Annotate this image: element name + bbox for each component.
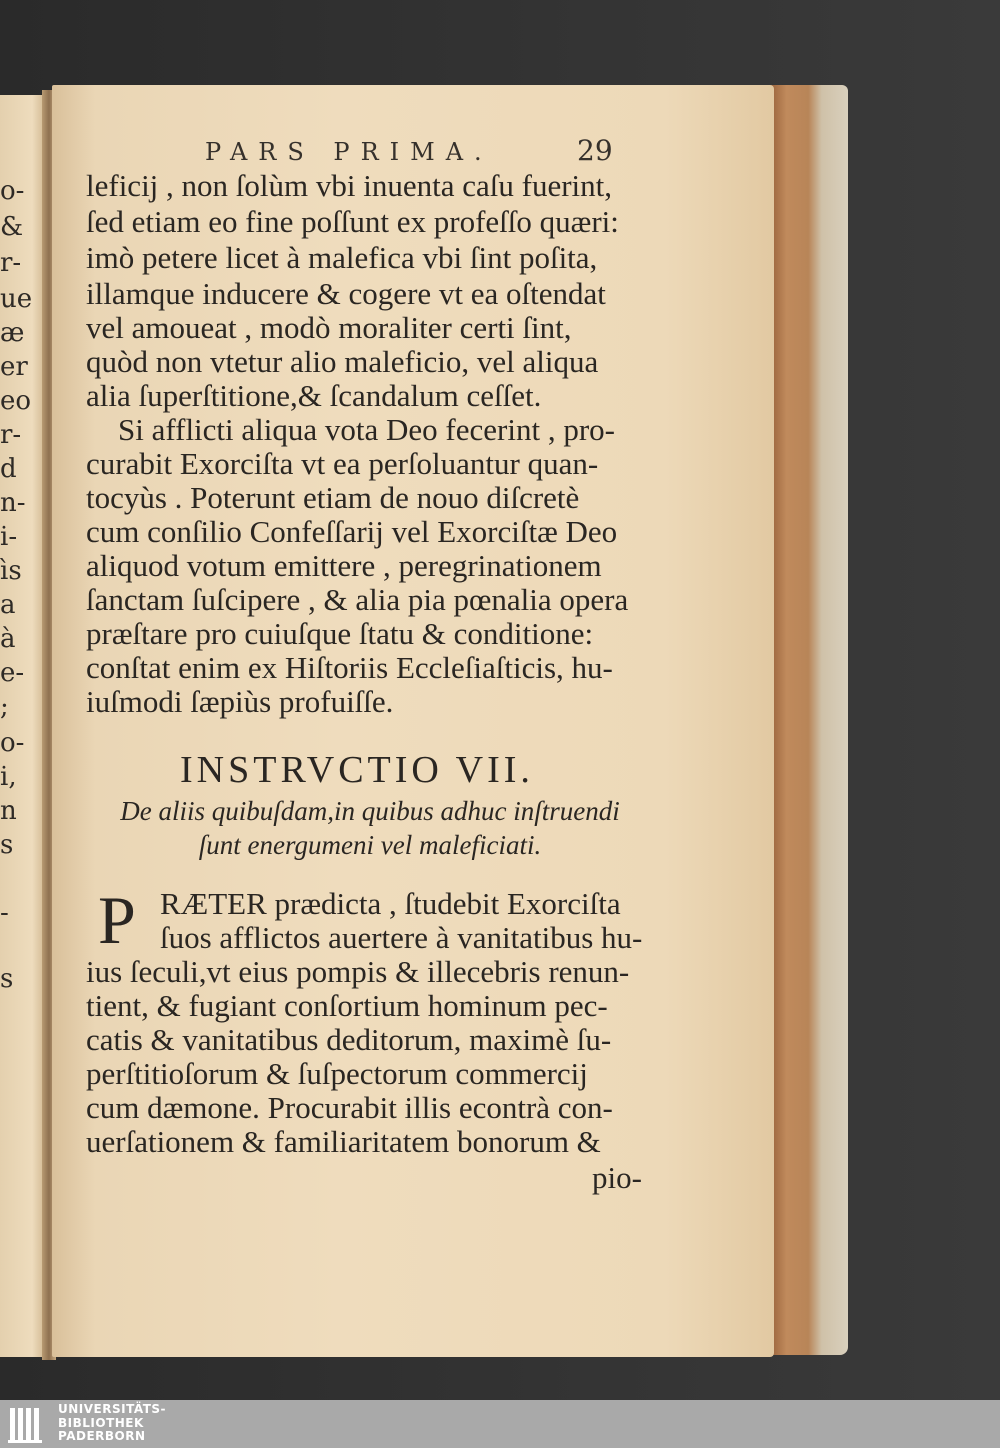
left-fragment: ;	[0, 692, 9, 722]
section-heading: INSTRVCTIO VII.	[180, 749, 534, 791]
left-fragment: æ	[0, 318, 25, 348]
left-fragment: n	[0, 796, 17, 826]
text-line: tocyùs . Poterunt etiam de nouo diſcretè	[86, 480, 580, 515]
left-fragment: à	[0, 624, 16, 654]
text-line: tient, & fugiant conſortium hominum pec-	[86, 988, 608, 1023]
footer-bar	[0, 1400, 1000, 1448]
text-line: RÆTER prædicta , ſtudebit Exorciſta	[160, 886, 621, 921]
text-line: alia ſuperſtitione,& ſcandalum ceſſet.	[86, 378, 542, 413]
running-title: PARS PRIMA.	[205, 138, 493, 166]
left-fragment: i-	[0, 522, 18, 552]
text-line: ſed etiam eo fine poſſunt ex profeſſo quæri:	[86, 204, 619, 239]
section-subheading-line: De aliis quibuſdam,in quibus adhuc inſtruendi	[120, 796, 620, 826]
text-line: conſtat enim ex Hiſtoriis Eccleſiaſticis, hu-	[86, 650, 613, 685]
left-fragment: s	[0, 830, 14, 860]
text-line: catis & vanitatibus deditorum, maximè ſu-	[86, 1022, 612, 1057]
left-fragment: -	[0, 898, 9, 928]
left-fragment: o-	[0, 728, 25, 758]
text-line: illamque inducere & cogere vt ea oſtendat	[86, 276, 606, 311]
text-line: uerſationem & familiaritatem bonorum &	[86, 1124, 601, 1159]
text-line: imò petere licet à malefica vbi ſint poſita,	[86, 240, 598, 275]
text-line: leficij , non ſolùm vbi inuenta caſu fuerint,	[86, 168, 613, 203]
text-line: ius ſeculi,vt eius pompis & illecebris renun-	[86, 954, 630, 989]
text-line: cum conſilio Confeſſarij vel Exorciſtæ Deo	[86, 514, 618, 549]
left-fragment: a	[0, 590, 16, 620]
text-line: præſtare pro cuiuſque ſtatu & conditione:	[86, 616, 594, 651]
left-fragment: r-	[0, 420, 22, 450]
left-fragment: n-	[0, 488, 26, 518]
page-number: 29	[577, 134, 613, 167]
text-line: ſanctam ſuſcipere , & alia pia pœnalia opera	[86, 582, 629, 617]
text-line: cum dæmone. Procurabit illis econtrà con-	[86, 1090, 613, 1125]
catchword: pio-	[592, 1160, 642, 1195]
text-line: aliquod votum emittere , peregrinationem	[86, 548, 602, 583]
library-name-line: UNIVERSITÄTS-	[58, 1402, 167, 1416]
left-fragment: s	[0, 964, 14, 994]
text-line: quòd non vtetur alio maleficio, vel aliqua	[86, 344, 599, 379]
text-line: perſtitioſorum & ſuſpectorum commercij	[86, 1056, 588, 1091]
text-line: curabit Exorciſta vt ea perſoluantur quan-	[86, 446, 599, 481]
left-fragment: er	[0, 352, 28, 382]
library-name-line: BIBLIOTHEK	[58, 1415, 144, 1430]
library-logo-icon	[8, 1404, 48, 1444]
text-line: vel amoueat , modò moraliter certi ſint,	[86, 310, 572, 345]
left-fragment: d	[0, 454, 17, 484]
library-name	[58, 1403, 166, 1444]
left-fragment: o-	[0, 176, 25, 206]
left-fragment: eo	[0, 386, 32, 416]
library-name-line: PADERBORN	[58, 1429, 146, 1443]
left-fragment: ue	[0, 284, 33, 314]
text-line: ſuos afflictos auertere à vanitatibus hu-	[160, 920, 643, 955]
left-fragment: r-	[0, 248, 22, 278]
text-line: Si afflicti aliqua vota Deo fecerint , pro-	[118, 412, 615, 447]
drop-cap: P	[98, 882, 136, 958]
left-fragment: e-	[0, 658, 25, 688]
left-fragment: ìs	[0, 556, 22, 586]
left-fragment: i,	[0, 762, 17, 792]
section-subheading-line: ſunt energumeni vel maleficiati.	[198, 830, 542, 860]
text-line: iuſmodi ſæpiùs profuiſſe.	[86, 684, 394, 719]
left-fragment: &	[0, 212, 24, 242]
